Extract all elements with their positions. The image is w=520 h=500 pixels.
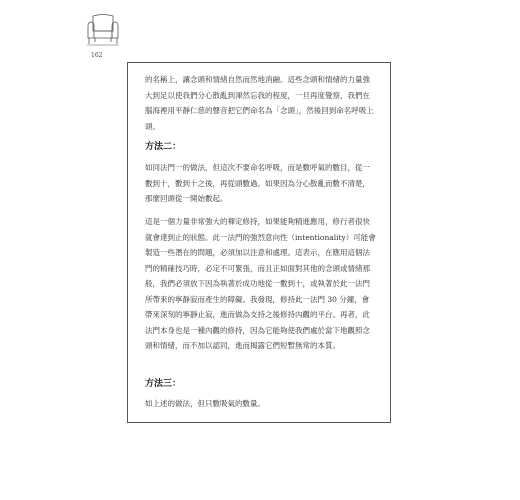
section-heading: 方法二： xyxy=(145,142,182,152)
section-heading: 方法三： xyxy=(145,379,182,389)
armchair-icon xyxy=(86,12,120,48)
body-paragraph: 如上述的做法，但只數吸氣的數量。 xyxy=(145,399,265,408)
body-paragraph: 如同法門一的做法，但這次不要命名呼吸，而是數呼氣的數目，從一數到十，數到十之後，再從頭數過。如果因為分心散亂而數不清楚，那麼回頭從一開始數起。 xyxy=(145,163,370,203)
page-number: 162 xyxy=(91,52,103,59)
body-paragraph: 這是一個力量非常強大的禪定修持，如果能夠精進應用，修行者很快就會達到止的狀態。此一法門的強烈意向性（intentionality）可能會製造一些潛在的問題，必須加以注意和處理。這表示，在應用這個法門的精確技巧時，必定不可緊張，而且正如面對其他的念頭或情緒那般，我們必須放下因為執著於成功地從一數到十，或執著於此一法門所帶來的寧靜寂而產生的障礙。我發現，修持此一法門 30 分鐘，會帶來深刻的寧靜止寂，進而做為支持之後修持內觀的平台。再者，此法門本身也是一種內觀的修持，因為它能夠使我們處於當下地觀照念頭和情緒，而不加以認同，進而揭露它們短暫無常的本質。 xyxy=(145,217,376,350)
body-paragraph: 的名稱上，讓念頭和情緒自然而然地消融。這些念頭和情緒的力量強大到足以使我們分心散亂到渾然忘我的程度，一旦再度覺察，我們在腦海裡用平靜仁慈的聲音把它們命名為「念頭」，然後回到命名呼吸上頭。 xyxy=(145,75,374,131)
